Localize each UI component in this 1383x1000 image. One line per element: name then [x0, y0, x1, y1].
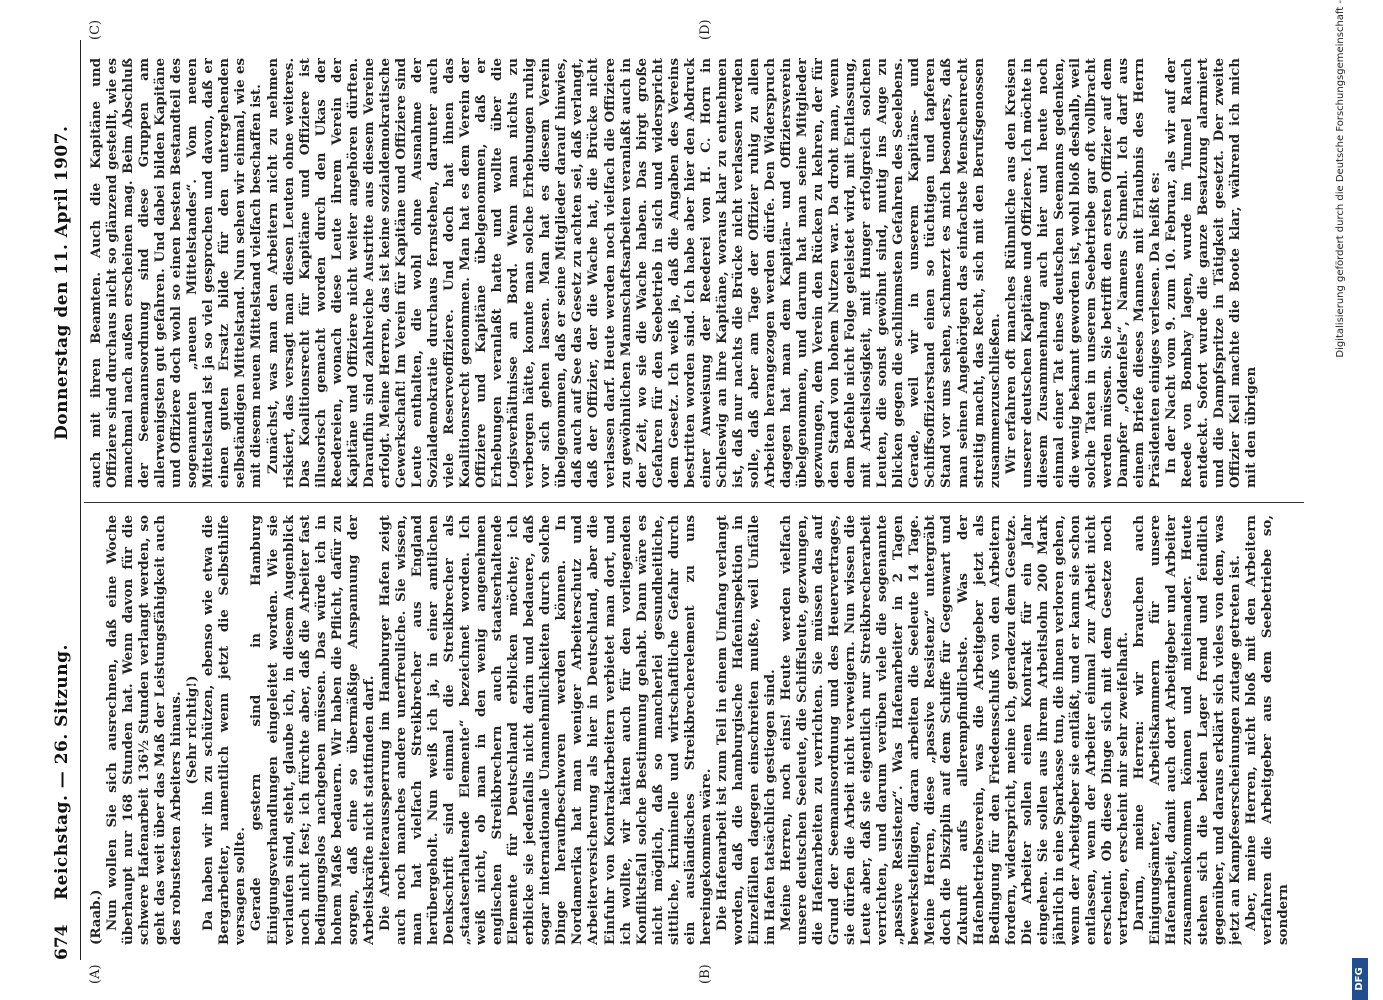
paragraph: Darum, meine Herren: wir brauchen auch Einigungsämter, Arbeitskammern für unsere Hafenarbeit, damit auch dort Arbeitgeber und Arbeiter zusammenkommen können und miteinander. Heute stehen sich die beiden Lager fremd und feindlich gegenüber, und daraus erklärt sich vieles von dem, was jetzt an Kampfeserscheinungen zutage getreten ist. [1131, 515, 1244, 945]
session-date: Donnerstag den 11. April 1907. [52, 125, 72, 440]
right-text-column [88, 58, 1318, 488]
paragraph: auch mit ihren Beamten. Auch die Kapitäne und Offiziere sind durchaus nicht so glänzend gestellt, wie es manchmal nach außen erscheinen mag. Beim Abschluß der Seemannsordnung sind diese Gruppen am allerwenigsten gut gefahren. Und dabei bilden Kapitäne und Offiziere doch wohl so einen besten Bestandteil des sogenannten „neuen Mittelstandes“. Vom neuen Mittelstand ist ja so viel gesprochen und davon, daß er einen guten Ersatz bilde für den untergehenden selbständigen Mittelstand. Nun sehen wir einmal, wie es mit diesem neuen Mittelstand vielfach beschaffen ist. [88, 58, 265, 488]
digitization-note: Digitalisierung gefördert durch die Deutsche Forschungsgemeinschaft - [1335, 0, 1346, 358]
left-text-column [88, 515, 1318, 945]
speaker-name: (Raab.) [88, 889, 104, 945]
dfg-logo: DFG [1352, 958, 1368, 1000]
paragraph: Wir erfahren oft manches Rühmliche aus den Kreisen unserer deutschen Kapitäne und Offiziere. Ich möchte in diesem Zusammenhang auch hier und heute noch einmal einer Tat eines deutschen Seemanns gedenken, die wenig bekannt geworden ist, wohl bloß deshalb, weil solche Taten in unserem Seebetriebe gar oft vollbracht werden müssen. Sie betrifft den ersten Offizier auf dem Dampfer „Oldenfels“, Namens Schmehl. Ich darf aus einem Briefe dieses Mannes mit Erlaubnis des Herrn Präsidenten einiges verlesen. Da heißt es: [1002, 58, 1164, 488]
margin-marker-b: (B) [698, 964, 713, 984]
interjection: (Sehr richtig!) [184, 675, 201, 785]
margin-marker-c: (C) [88, 19, 103, 40]
paragraph: Aber, meine Herren, nicht bloß mit den Arbeitern verfahren die Arbeitgeber aus dem Seebetriebe so, sondern [1243, 515, 1292, 945]
paragraph: Nun wollen Sie sich ausrechnen, daß eine Woche überhaupt nur 168 Stunden hat. Wenn davon für die schwere Hafenarbeit 136½ Stunden verlangt werden, so geht das weit über das Maß der Leistungsfähigkeit auch des robustesten Arbeiters hinaus. [104, 515, 185, 945]
margin-marker-d: (D) [698, 19, 713, 40]
margin-marker-a: (A) [88, 964, 103, 984]
page-number: 674 [52, 924, 72, 960]
paragraph: Gerade gestern sind in Hamburg Einigungsverhandlungen eingeleitet worden. Wie sie verlaufen sind, steht, glaube ich, in diesem Augenblick noch nicht fest; ich fürchte aber, daß die Arbeiter fast bedingungslos nachgeben müssen. Das würde ich in hohem Maße bedauern. Wir haben die Pflicht, dafür zu sorgen, daß eine so übermäßige Anspannung der Arbeitskräfte nicht stattfinden darf. [248, 515, 377, 945]
paragraph: Die Arbeiteraussperrung im Hamburger Hafen zeigt auch noch manches andere unerfreuliche. Sie wissen, man hat vielfach Streikbrecher aus England herübergeholt. Nun weiß ich ja, in einer amtlichen Denkschrift sind einmal die Streikbrecher als „staatserhaltende Elemente“ bezeichnet worden. Ich weiß nicht, ob man in den wenig angenehmen englischen Streikbrechern auch staatserhaltende Elemente für Deutschland erblicken möchte; ich erblicke sie jedenfalls nicht darin und bedauere, daß sogar internationale Unannehmlichkeiten durch solche Dinge heraufbeschworen werden können. In Nordamerika hat man weniger Arbeiterschutz und Arbeiterversicherung als hier in Deutschland, aber die Einfuhr von Kontraktarbeitern verbietet man dort, und ich wollte, wir hätten auch für den vorliegenden Konfliktsfall solche Bestimmung gehabt. Dann wäre es nicht möglich, daß so mancherlei gesundheitliche, sittliche, kriminelle und wirtschaftliche Gefahr durch ein ausländisches Streikbrecherelement zu uns hereingekommen wäre. [376, 515, 714, 945]
paragraph: Da haben wir ihn zu schützen, ebenso wie etwa die Bergarbeiter, namentlich wenn jetzt die Selbsthilfe versagen sollte. [200, 515, 249, 945]
session-title: Reichstag. — 26. Sitzung. [52, 644, 72, 900]
page-header [52, 40, 76, 960]
paragraph: Zunächst, was man den Arbeitern nicht zu nehmen riskiert, das versagt man diesen Leuten ohne weiteres. Das Koalitionsrecht für Kapitäne und Offiziere ist illusorisch gemacht worden durch den Ukas der Reedereien, wonach diese Leute ihrem Verein der Kapitäne und Offiziere nicht weiter angehören dürften. Daraufhin sind zahlreiche Austritte aus diesem Vereine erfolgt. Meine Herren, das ist keine sozialdemokratische Gewerkschaft! Im Verein für Kapitäne und Offiziere sind Leute enthalten, die wohl ohne Ausnahme der Sozialdemokratie durchaus fernstehen, darunter auch viele Reserveoffiziere. Und doch hat ihnen das Koalitionsrecht genommen. Man hat es dem Verein der Offiziere und Kapitäne übelgenommen, daß er Erhebungen veranlaßt hatte und wollte über die Logisverhältnisse an Bord. Wenn man nichts zu verbergen hätte, konnte man solche Erhebungen ruhig vor sich gehen lassen. Man hat es diesem Verein übelgenommen, daß er seine Mitglieder darauf hinwies, daß auch auf See das Gesetz zu achten sei, daß verlangt, daß der Offizier, der die Wache hat, die Brücke nicht verlassen darf. Heute werden noch vielfach die Offiziere zu gewöhnlichen Mannschaftsarbeiten veranlaßt auch in der Zeit, wo sie die Wache haben. Das birgt große Gefahren für den Seebetrieb in sich und widerspricht dem Gesetz. Ich weiß ja, daß die Angaben des Vereins bestritten worden sind. Ich habe aber hier den Abdruck einer Anweisung der Reederei von H. C. Horn in Schleswig an ihre Kapitäne, woraus klar zu entnehmen ist, daß nur nachts die Brücke nicht verlassen werden solle, daß aber am Tage der Offizier ruhig zu allen Arbeiten herangezogen werden dürfe. Den Widerspruch dagegen hat man dem Kapitän- und Offiziersverein übelgenommen, und darum hat man seine Mitglieder gezwungen, dem Verein den Rücken zu kehren, der für den Stand von hohem Nutzen war. Da droht man, wenn dem Befehle nicht Folge geleistet wird, mit Entlassung, mit Arbeitslosigkeit, mit Hunger erfolgreich solchen Leuten, die sonst gewöhnt sind, mutig ins Auge zu blicken gegen die schlimmsten Gefahren des Seelebens. Gerade, weil wir in unserem Kapitäns- und Schiffsoffizierstand einen so tüchtigen und tapferen Stand vor uns sehen, schmerzt es mich besonders, daß man seinen Angehörigen das einfachste Menschenrecht streitig macht, das Recht, sich mit den Berufsgenossen zusammenzuschließen. [264, 58, 1003, 488]
header-rule [80, 40, 81, 960]
paragraph: Meine Herren, noch eins! Heute werden vielfach unsere deutschen Seeleute, die Schiffsleute, gezwungen, die Hafenarbeiten zu verrichten. Sie müssen das auf Grund der Seemannsordnung und des Heuervertrages, sie dürfen die Arbeit nicht verweigern. Nun wissen die Leute aber, daß sie eigentlich nur Streikbrecherarbeit verrichten, und darum verüben viele die sogenannte „passive Resistenz“. Was Hafenarbeiter in 2 Tagen bewerkstelligen, daran arbeiten die Seeleute 14 Tage. Meine Herren, diese „passive Resistenz“ untergräbt doch die Disziplin auf dem Schiffe für Gegenwart und Zukunft aufs allerempfindlichste. Was der Hafenbetriebsverein, was die Arbeitgeber jetzt als Bedingung für den Friedensschluß von den Arbeitern fordern, widerspricht, meine ich, geradezu dem Gesetze. Die Arbeiter sollen einen Kontrakt für ein Jahr eingehen. Sie sollen aus ihrem Arbeitslohn 200 Mark jährlich in eine Sparkasse tun, die ihnen verloren gehen, wenn der Arbeitgeber sie entläßt, und er kann sie schon entlassen, wenn der Arbeiter einmal zur Arbeit nicht erscheint. Ob diese Dinge sich mit dem Gesetze noch vertragen, erscheint mir sehr zweifelhaft. [778, 515, 1131, 945]
quoted-paragraph: In der Nacht vom 9. zum 10. Februar, als wir auf der Reede von Bombay lagen, wurde im Tunnel Rauch entdeckt. Sofort wurde die ganze Besatzung alarmiert und die Dampfspritze in Tätigkeit gesetzt. Der zweite Offizier Keil machte die Boote klar, während ich mich mit den übrigen [1163, 58, 1260, 488]
paragraph: Die Hafenarbeit ist zum Teil in einem Umfang verlangt worden, daß die hamburgische Hafeninspektion in Einzelfällen dagegen einschreiten mußte, weil Unfälle im Hafen tatsächlich gestiegen sind. [713, 515, 778, 945]
column-divider [84, 502, 1304, 503]
